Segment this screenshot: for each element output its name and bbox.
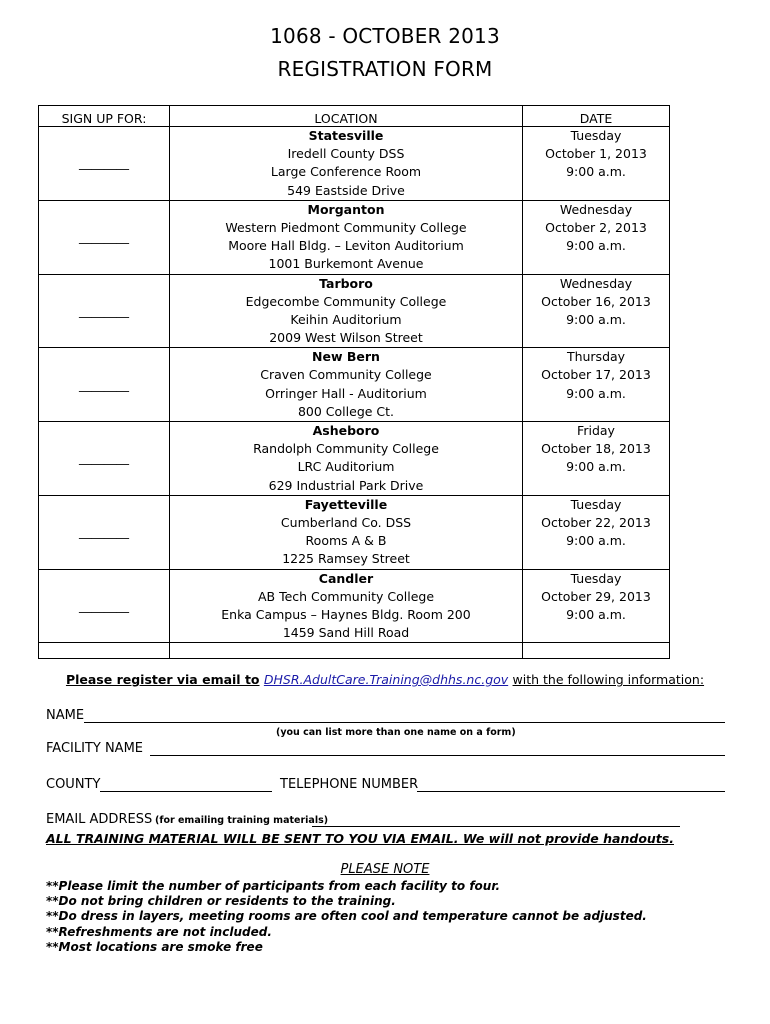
register-email-link[interactable]: DHSR.AdultCare.Training@dhhs.nc.gov — [263, 672, 509, 687]
register-suffix: with the following information: — [512, 672, 705, 687]
location-city: Fayetteville — [304, 496, 388, 512]
county-field[interactable] — [100, 777, 272, 792]
table-row — [39, 569, 670, 643]
location-line1: AB Tech Community College — [257, 588, 435, 604]
date-cell — [523, 274, 670, 348]
note-item: **Refreshments are not included. — [46, 924, 272, 939]
location-line1: Iredell County DSS — [287, 146, 405, 162]
location-city: Tarboro — [319, 275, 373, 291]
location-line3: 1001 Burkemont Avenue — [268, 256, 424, 272]
name-hint: (you can list more than one name on a form) — [276, 727, 516, 738]
location-line2: Large Conference Room — [270, 164, 422, 180]
signup-cell[interactable] — [39, 495, 170, 569]
signup-blank[interactable]: ________ — [79, 450, 129, 466]
location-cell — [170, 569, 523, 643]
location-line3: 1459 Sand Hill Road — [282, 625, 410, 641]
date-date: October 18, 2013 — [541, 441, 651, 457]
location-city: Candler — [318, 570, 374, 586]
location-line2: Moore Hall Bldg. – Leviton Auditorium — [228, 238, 464, 254]
table-empty-row — [39, 643, 670, 659]
location-cell — [170, 274, 523, 348]
date-date: October 29, 2013 — [541, 588, 651, 604]
date-day: Thursday — [566, 349, 626, 365]
name-field[interactable] — [84, 708, 725, 723]
register-prefix: Please register via email to — [65, 672, 260, 687]
signup-blank[interactable]: ________ — [79, 597, 129, 613]
note-item: **Do not bring children or residents to the training. — [46, 894, 396, 909]
form-title-line1: 1068 - OCTOBER 2013 — [270, 24, 500, 48]
materials-notice: ALL TRAINING MATERIAL WILL BE SENT TO YOU VIA EMAIL. We will not provide handouts. — [46, 831, 674, 846]
signup-blank[interactable]: ________ — [79, 155, 129, 171]
location-city: Statesville — [308, 128, 384, 143]
header-signup: SIGN UP FOR: — [39, 106, 170, 127]
signup-blank[interactable]: ________ — [79, 302, 129, 318]
date-day: Friday — [577, 423, 615, 438]
date-date: October 1, 2013 — [545, 146, 647, 162]
please-note-list — [46, 879, 647, 955]
email-field[interactable] — [312, 812, 680, 827]
note-item: **Please limit the number of participants from each facility to four. — [46, 879, 501, 893]
signup-blank[interactable]: ________ — [79, 376, 129, 392]
location-line2: LRC Auditorium — [297, 459, 395, 475]
date-cell — [523, 422, 670, 496]
date-time: 9:00 a.m. — [566, 606, 626, 622]
header-date: DATE — [523, 106, 670, 127]
header-location: LOCATION — [170, 106, 523, 127]
table-row — [39, 348, 670, 422]
location-city: Morganton — [307, 201, 385, 217]
date-cell — [523, 348, 670, 422]
date-time: 9:00 a.m. — [566, 238, 626, 254]
location-cell — [170, 422, 523, 496]
date-day: Wednesday — [559, 275, 633, 291]
location-line3: 1225 Ramsey Street — [282, 551, 410, 567]
signup-blank[interactable]: ________ — [79, 229, 129, 245]
signup-cell[interactable] — [39, 569, 170, 643]
location-city: New Bern — [312, 349, 380, 365]
date-date: October 22, 2013 — [541, 514, 651, 530]
signup-cell[interactable] — [39, 348, 170, 422]
date-cell — [523, 200, 670, 274]
name-label: NAME — [46, 708, 85, 723]
date-cell — [523, 495, 670, 569]
location-line2: Enka Campus – Haynes Bldg. Room 200 — [221, 606, 471, 622]
note-item: **Do dress in layers, meeting rooms are often cool and temperature cannot be adjusted. — [46, 909, 647, 924]
date-day: Wednesday — [559, 201, 633, 217]
date-time: 9:00 a.m. — [566, 164, 626, 180]
signup-cell[interactable] — [39, 422, 170, 496]
location-line3: 800 College Ct. — [297, 403, 395, 419]
location-line1: Western Piedmont Community College — [225, 219, 467, 235]
table-row — [39, 274, 670, 348]
date-time: 9:00 a.m. — [566, 533, 626, 549]
location-cell — [170, 495, 523, 569]
location-line1: Edgecombe Community College — [245, 293, 447, 309]
location-line1: Randolph Community College — [253, 441, 439, 457]
form-title-line2: REGISTRATION FORM — [277, 57, 493, 81]
signup-cell[interactable] — [39, 200, 170, 274]
location-line3: 549 Eastside Drive — [287, 182, 405, 198]
location-cell — [170, 200, 523, 274]
facility-field[interactable] — [150, 741, 725, 756]
date-date: October 16, 2013 — [541, 293, 651, 309]
location-cell — [170, 127, 523, 201]
table-header-row — [39, 106, 670, 127]
date-date: October 17, 2013 — [541, 367, 651, 383]
location-line2: Orringer Hall - Auditorium — [265, 385, 427, 401]
email-label: EMAIL ADDRESS — [46, 812, 153, 827]
date-cell — [523, 569, 670, 643]
county-label: COUNTY — [46, 777, 101, 792]
location-line3: 2009 West Wilson Street — [269, 330, 423, 346]
date-date: October 2, 2013 — [545, 219, 647, 235]
location-city: Asheboro — [312, 423, 380, 438]
location-line1: Craven Community College — [260, 367, 432, 383]
table-row — [39, 127, 670, 201]
telephone-label: TELEPHONE NUMBER — [280, 777, 419, 792]
location-line3: 629 Industrial Park Drive — [268, 477, 424, 493]
signup-blank[interactable]: ________ — [79, 524, 129, 540]
location-line2: Rooms A & B — [305, 533, 387, 549]
facility-label: FACILITY NAME — [46, 741, 143, 756]
date-day: Tuesday — [570, 570, 622, 586]
note-item: **Most locations are smoke free — [46, 939, 263, 954]
date-time: 9:00 a.m. — [566, 459, 626, 475]
table-row — [39, 422, 670, 496]
table-row — [39, 495, 670, 569]
date-day: Tuesday — [570, 128, 622, 143]
signup-cell[interactable] — [39, 127, 170, 201]
table-row — [39, 200, 670, 274]
email-hint: (for emailing training materials) — [155, 815, 329, 826]
date-day: Tuesday — [570, 496, 622, 512]
date-time: 9:00 a.m. — [566, 385, 626, 401]
date-time: 9:00 a.m. — [566, 311, 626, 327]
location-line1: Cumberland Co. DSS — [280, 514, 412, 530]
schedule-table — [38, 105, 670, 659]
location-line2: Keihin Auditorium — [290, 311, 402, 327]
location-cell — [170, 348, 523, 422]
register-instructions — [0, 672, 770, 687]
signup-cell[interactable] — [39, 274, 170, 348]
telephone-field[interactable] — [417, 777, 725, 792]
please-note-title: PLEASE NOTE — [340, 862, 430, 877]
date-cell — [523, 127, 670, 201]
